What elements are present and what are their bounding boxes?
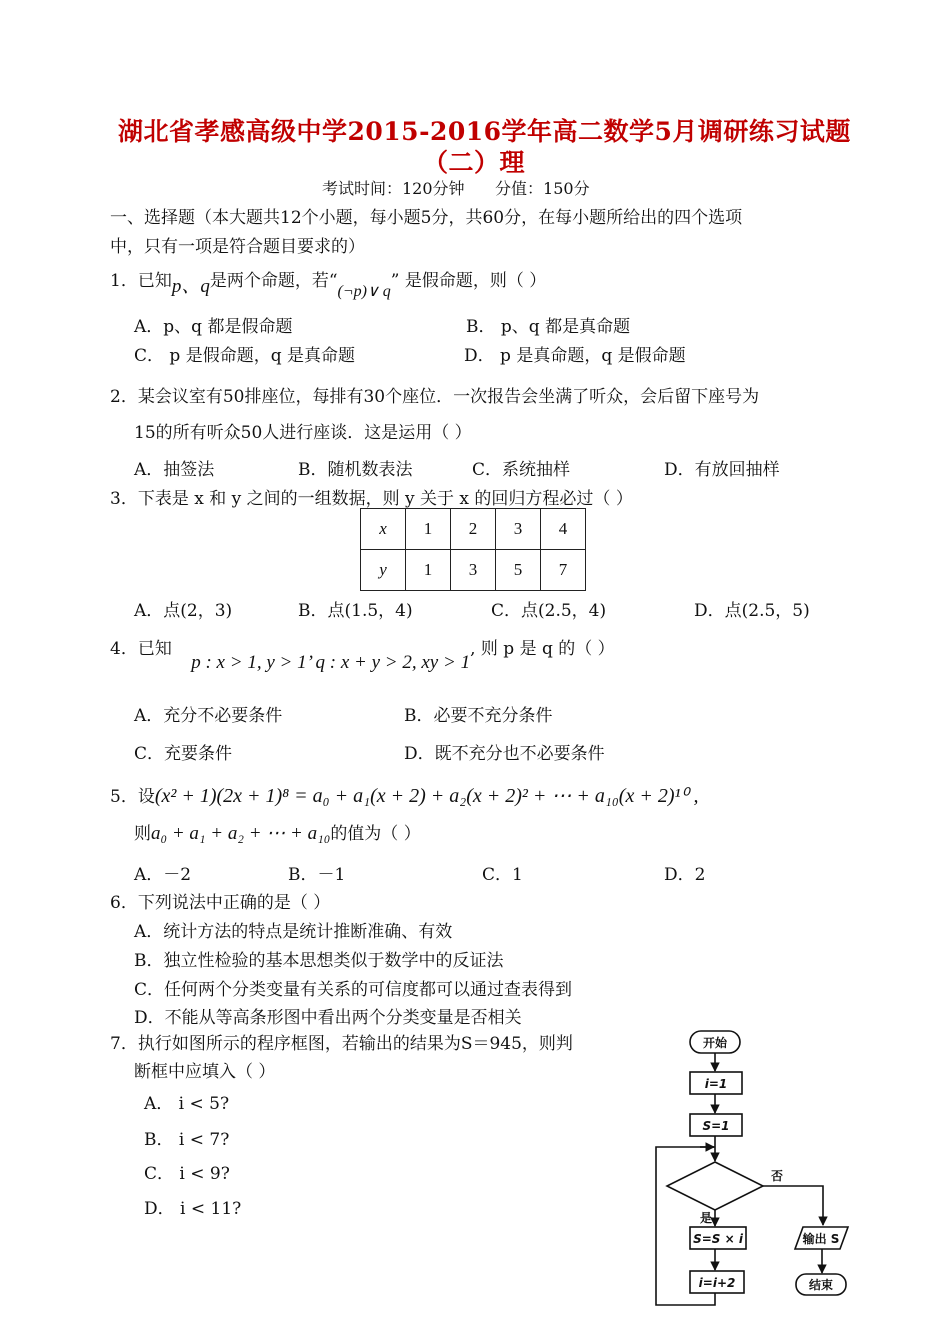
q5-option-d: D．2 — [664, 865, 706, 885]
q7-option-a: A． i < 5? — [144, 1094, 230, 1114]
exam-info: 考试时间：120分钟 分值：150分 — [322, 179, 590, 198]
table-row-x — [361, 509, 586, 550]
q5-option-c: C．1 — [482, 865, 523, 885]
q5-line2-suffix: 的值为（ ） — [330, 824, 421, 844]
table-cell: 4 — [541, 509, 586, 550]
q5-option-b: B．－1 — [288, 865, 346, 885]
q4-expr: p : x > 1, y > 1’ q : x + y > 2, xy > 1 — [191, 652, 471, 673]
q7-option-d: D． i < 11? — [144, 1199, 242, 1219]
q6-option-a: A．统计方法的特点是统计推断准确、有效 — [134, 922, 453, 942]
q2-option-b: B．随机数表法 — [298, 460, 413, 480]
table-cell: 5 — [496, 550, 541, 591]
q1-option-c: C． p 是假命题，q 是真命题 — [134, 346, 355, 366]
title-line2: （二）理 — [423, 148, 526, 177]
flow-init-s-label: S=1 — [702, 1119, 730, 1133]
q4-option-a: A．充分不必要条件 — [134, 706, 283, 726]
title-line1: 湖北省孝感高级中学2015-2016学年高二数学5月调研练习试题 — [118, 117, 851, 146]
question-7-line1: 7．执行如图所示的程序框图，若输出的结果为S＝945，则判 — [110, 1034, 573, 1054]
q4-option-c: C．充要条件 — [134, 744, 233, 764]
q1-pq: p、q — [171, 276, 210, 297]
question-2-line1: 2．某会议室有50排座位，每排有30个座位．一次报告会坐满了听众，会后留下座号为 — [110, 387, 760, 407]
flow-start-label: 开始 — [702, 1036, 728, 1050]
table-cell: 2 — [451, 509, 496, 550]
q5-expr: (x² + 1)(2x + 1)⁸ = a₀ + a₁(x + 2) + a₂(x + 2)² + ⋯ + a₁₀(x + 2)¹⁰ , — [154, 785, 699, 807]
table-cell: 3 — [451, 550, 496, 591]
flow-init-i-label: i=1 — [704, 1077, 728, 1091]
question-5-stem — [110, 782, 699, 808]
section-header-line2: 中，只有一项是符合题目要求的） — [110, 237, 365, 257]
table-cell: 7 — [541, 550, 586, 591]
flow-yes-label: 是 — [699, 1211, 713, 1225]
table-cell: 1 — [406, 509, 451, 550]
q7-option-b: B． i < 7? — [144, 1130, 230, 1150]
q2-option-a: A．抽签法 — [134, 460, 215, 480]
q4-option-d: D．既不充分也不必要条件 — [404, 744, 605, 764]
q5-line2-expr: a₀ + a₁ + a₂ + ⋯ + a₁₀ — [151, 823, 331, 844]
q4-option-b: B．必要不充分条件 — [404, 706, 553, 726]
q6-option-b: B．独立性检验的基本思想类似于数学中的反证法 — [134, 951, 504, 971]
question-2-line2: 15的所有听众50人进行座谈．这是运用（ ） — [134, 423, 472, 443]
question-1-stem — [110, 265, 547, 300]
q1-option-d: D． p 是真命题，q 是假命题 — [464, 346, 686, 366]
q1-option-a: A．p、q 都是假命题 — [134, 317, 293, 337]
q5-option-a: A．－2 — [134, 865, 192, 885]
q4-prefix: 4．已知 — [110, 639, 172, 659]
q1-prefix: 1．已知 — [110, 271, 172, 291]
flow-no-label: 否 — [770, 1169, 784, 1183]
q3-option-d: D．点(2.5，5) — [694, 601, 810, 621]
flow-end-label: 结束 — [808, 1278, 834, 1292]
question-3-stem: 3．下表是 x 和 y 之间的一组数据，则 y 关于 x 的回归方程必过（ ） — [110, 489, 633, 509]
q1-expr: (¬p)∨ q — [337, 283, 391, 300]
program-flowchart — [640, 1022, 900, 1342]
q1-option-b: B． p、q 都是真命题 — [466, 317, 631, 337]
q2-option-d: D．有放回抽样 — [664, 460, 780, 480]
q3-option-b: B．点(1.5，4) — [298, 601, 413, 621]
question-5-line2 — [134, 819, 421, 845]
question-4-stem — [110, 634, 615, 673]
table-cell: 3 — [496, 509, 541, 550]
q2-option-c: C．系统抽样 — [472, 460, 571, 480]
question-7-line2: 断框中应填入（ ） — [134, 1062, 276, 1082]
flow-update-i-label: i=i+2 — [698, 1276, 736, 1290]
table-cell: x — [361, 509, 406, 550]
q7-option-c: C． i < 9? — [144, 1164, 230, 1184]
flow-update-s-label: S=S × i — [693, 1232, 743, 1246]
q3-option-a: A．点(2，3) — [134, 601, 233, 621]
flow-output-label: 输出 S — [802, 1232, 840, 1246]
q6-option-c: C．任何两个分类变量有关系的可信度都可以通过查表得到 — [134, 980, 573, 1000]
q5-prefix: 5．设 — [110, 787, 155, 807]
flow-decision-shape — [667, 1162, 763, 1210]
q5-line2-prefix: 则 — [134, 824, 151, 844]
q3-option-c: C．点(2.5，4) — [491, 601, 607, 621]
question-6-stem: 6．下列说法中正确的是（ ） — [110, 893, 331, 913]
q3-data-table — [360, 508, 586, 591]
q1-suffix: ” 是假命题，则（ ） — [390, 271, 547, 291]
q6-option-d: D．不能从等高条形图中看出两个分类变量是否相关 — [134, 1008, 522, 1028]
table-cell: 1 — [406, 550, 451, 591]
q4-suffix: , 则 p 是 q 的（ ） — [470, 639, 615, 659]
section-header-line1: 一、选择题（本大题共12个小题，每小题5分，共60分，在每小题所给出的四个选项 — [110, 208, 743, 228]
table-cell: y — [361, 550, 406, 591]
q1-mid: 是两个命题，若“ — [209, 271, 338, 291]
table-row-y — [361, 550, 586, 591]
